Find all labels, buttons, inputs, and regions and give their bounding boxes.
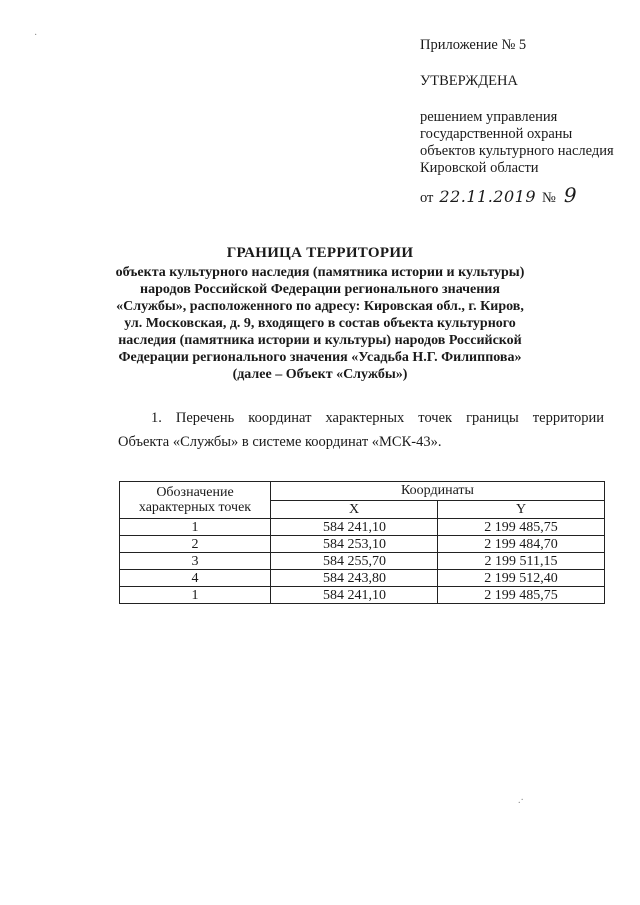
title-line: объекта культурного наследия (памятника истории и культуры): [115, 265, 525, 280]
coord-y: 2 199 485,75: [438, 519, 605, 536]
paragraph-line: 1. Перечень координат характерных точек границы территории: [151, 410, 604, 426]
title-line: «Службы», расположенного по адресу: Кировская обл., г. Киров,: [116, 299, 524, 314]
point-number: 1: [120, 587, 271, 604]
date-prefix: от: [420, 190, 434, 206]
decision-line: Кировской области: [420, 160, 539, 176]
table-row: [120, 587, 605, 604]
date-number-row: [420, 183, 635, 207]
header-x: X: [271, 500, 438, 519]
appendix-label: Приложение № 5: [420, 37, 527, 53]
title-line: народов Российской Федерации регионального значения: [140, 282, 500, 297]
approved-label: УТВЕРЖДЕНА: [420, 73, 518, 89]
title-line: (далее – Объект «Службы»): [232, 367, 408, 382]
coord-y: 2 199 484,70: [438, 536, 605, 553]
table-row: [120, 536, 605, 553]
coord-y: 2 199 512,40: [438, 570, 605, 587]
coordinates-paragraph: [118, 406, 604, 454]
coordinates-table: [119, 481, 605, 604]
header-notation: Обозначение характерных точек: [120, 482, 271, 519]
coord-x: 584 241,10: [271, 587, 438, 604]
table-row: [120, 553, 605, 570]
title-line: наследия (памятника истории и культуры) народов Российской: [118, 333, 522, 348]
table-row: [120, 519, 605, 536]
handwritten-date: 22.11.2019: [439, 187, 537, 206]
coord-y: 2 199 485,75: [438, 587, 605, 604]
point-number: 4: [120, 570, 271, 587]
header-y: Y: [438, 500, 605, 519]
scan-speck: ·: [34, 30, 38, 41]
decision-text: [420, 109, 635, 177]
decision-line: объектов культурного наследия: [420, 143, 614, 159]
point-number: 1: [120, 519, 271, 536]
coord-x: 584 243,80: [271, 570, 438, 587]
paragraph-line: Объекта «Службы» в системе координат «МСК-43».: [118, 434, 442, 450]
title-line: Федерации регионального значения «Усадьба Н.Г. Филиппова»: [118, 350, 522, 365]
document-title: [115, 245, 525, 383]
table-row: [120, 570, 605, 587]
point-number: 3: [120, 553, 271, 570]
decision-line: решением управления: [420, 109, 558, 125]
decision-line: государственной охраны: [420, 126, 573, 142]
title-main: ГРАНИЦА ТЕРРИТОРИИ: [226, 245, 414, 261]
coord-x: 584 255,70: [271, 553, 438, 570]
approval-block: [420, 37, 635, 207]
coord-x: 584 241,10: [271, 519, 438, 536]
point-number: 2: [120, 536, 271, 553]
number-label: №: [542, 190, 556, 206]
handwritten-number: 9: [563, 183, 578, 207]
coord-y: 2 199 511,15: [438, 553, 605, 570]
scan-speck: .·: [518, 795, 524, 806]
table-header-row: [120, 482, 605, 501]
header-coordinates: Координаты: [271, 482, 605, 501]
title-line: ул. Московская, д. 9, входящего в состав объекта культурного: [124, 316, 516, 331]
coord-x: 584 253,10: [271, 536, 438, 553]
